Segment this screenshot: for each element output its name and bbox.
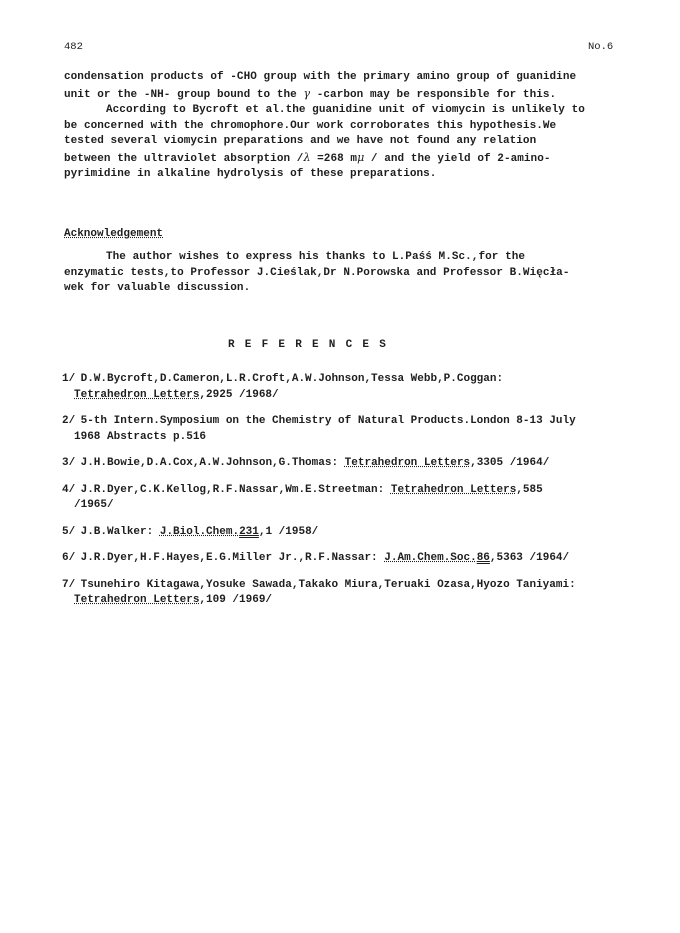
journal-name: Tetrahedron Letters — [74, 594, 200, 606]
journal-name: Tetrahedron Letters — [390, 483, 517, 496]
body-line: be concerned with the chromophore.Our work corroborates this hypothesis.We — [64, 119, 557, 132]
ack-line: wek for valuable discussion. — [64, 282, 251, 294]
journal-name: Tetrahedron Letters — [74, 388, 200, 401]
acknowledgement-heading: Acknowledgement — [64, 228, 164, 240]
page-number: 482 — [64, 41, 83, 53]
references-heading: REFERENCES — [228, 339, 397, 351]
journal-name: J.Biol.Chem. — [159, 525, 240, 538]
lambda-symbol: λ — [303, 150, 311, 164]
references-list — [62, 372, 622, 620]
issue-number: No.6 — [588, 41, 614, 53]
reference-item: 3/ J.H.Bowie,D.A.Cox,A.W.Johnson,G.Thomas: Tetrahedron Letters,3305 /1964/ — [62, 457, 550, 469]
body-line: pyrimidine in alkaline hydrolysis of these preparations. — [64, 168, 437, 180]
ack-line: The author wishes to express his thanks to L.Paśś M.Sc.,for the — [106, 251, 526, 263]
body-line: unit or the -NH- group bound to the γ -carbon may be responsible for this. — [64, 86, 557, 101]
body-line: condensation products of -CHO group with the primary amino group of guanidine — [64, 71, 577, 83]
body-line: tested several viomycin preparations and we have not found any relation — [64, 135, 537, 147]
ack-line: enzymatic tests,to Professor J.Cieślak,Dr N.Porowska and Professor B.Więcła- — [64, 266, 570, 279]
reference-item: 5/ J.B.Walker: J.Biol.Chem.231,1 /1958/ — [62, 525, 319, 538]
reference-item: 6/ J.R.Dyer,H.F.Hayes,E.G.Miller Jr.,R.F.Nassar: J.Am.Chem.Soc.86,5363 /1964/ — [62, 552, 570, 564]
reference-item: 2/ 5-th Intern.Symposium on the Chemistry of Natural Products.London 8-13 July 1968 Abstracts p.516 — [62, 415, 576, 443]
body-text — [64, 70, 619, 183]
acknowledgement-text — [64, 250, 624, 297]
body-line: According to Bycroft et al.the guanidine unit of viomycin is unlikely to — [106, 104, 585, 116]
volume-number: 231 — [239, 525, 259, 538]
reference-item: 4/ J.R.Dyer,C.K.Kellog,R.F.Nassar,Wm.E.Streetman: Tetrahedron Letters,585 /1965/ — [62, 483, 543, 511]
journal-name: Tetrahedron Letters — [344, 457, 471, 469]
body-line: between the ultraviolet absorption /λ =268 mμ / and the yield of 2-amino- — [64, 150, 551, 165]
reference-item: 1/ D.W.Bycroft,D.Cameron,L.R.Croft,A.W.Johnson,Tessa Webb,P.Coggan: Tetrahedron Letters,2925 /1968/ — [62, 373, 504, 401]
journal-name: J.Am.Chem.Soc. — [384, 552, 477, 564]
volume-number: 86 — [476, 552, 490, 564]
gamma-symbol: γ — [303, 86, 311, 100]
reference-item: 7/ Tsunehiro Kitagawa,Yosuke Sawada,Takako Miura,Teruaki Ozasa,Hyozo Taniyami: Tetrahedron Letters,109 /1969/ — [62, 578, 576, 606]
mu-symbol: μ — [357, 150, 365, 164]
